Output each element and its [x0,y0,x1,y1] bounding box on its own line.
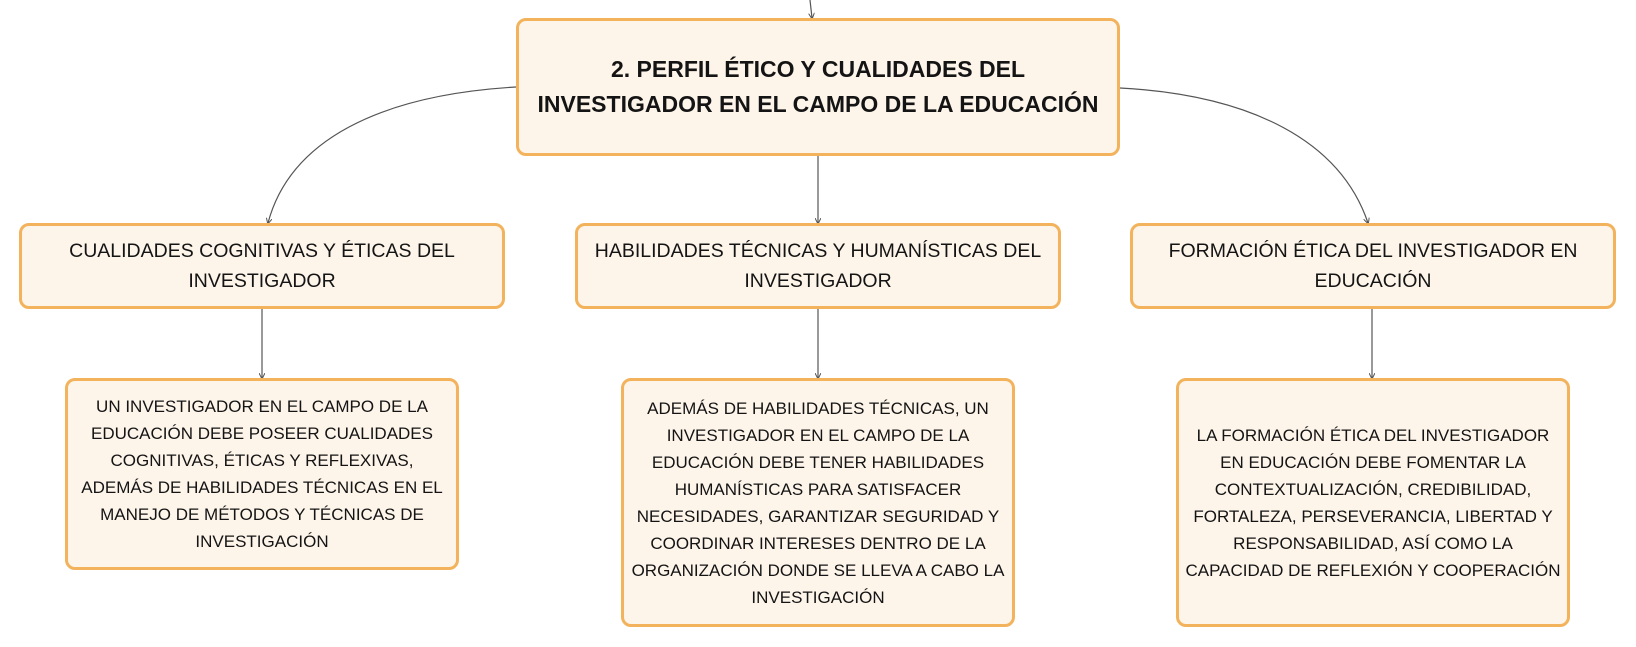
branch-title: CUALIDADES COGNITIVAS Y ÉTICAS DEL INVESTIGADOR [69,240,455,292]
branch-node-technical-humanistic[interactable] [575,223,1061,309]
connector-root-right [1120,88,1368,223]
detail-text: LA FORMACIÓN ÉTICA DEL INVESTIGADOR EN EDUCACIÓN DEBE FOMENTAR LA CONTEXTUALIZACIÓN, CREDIBILIDAD, FORTALEZA, PERSEVERANCIA, LIBERTAD Y RESPONSABILIDAD, ASÍ COMO LA CAPACIDAD DE REFLEXIÓN Y COOPERACIÓN [1185,425,1561,580]
detail-text: UN INVESTIGADOR EN EL CAMPO DE LA EDUCACIÓN DEBE POSEER CUALIDADES COGNITIVAS, ÉTICAS Y REFLEXIVAS, ADEMÁS DE HABILIDADES TÉCNICAS EN EL MANEJO DE MÉTODOS Y TÉCNICAS DE INVESTIGACIÓN [81,397,443,551]
detail-node-cognitive-ethical[interactable] [65,378,459,570]
branch-node-ethical-training[interactable] [1130,223,1616,309]
branch-node-cognitive-ethical[interactable] [19,223,505,309]
root-title: 2. PERFIL ÉTICO Y CUALIDADES DEL INVESTIGADOR EN EL CAMPO DE LA EDUCACIÓN [537,56,1099,117]
connector-root-left [268,87,516,223]
branch-title: HABILIDADES TÉCNICAS Y HUMANÍSTICAS DEL INVESTIGADOR [594,240,1042,292]
detail-text: ADEMÁS DE HABILIDADES TÉCNICAS, UN INVESTIGADOR EN EL CAMPO DE LA EDUCACIÓN DEBE TENER HABILIDADES HUMANÍSTICAS PARA SATISFACER NECESIDADES, GARANTIZAR SEGURIDAD Y COORDINAR INTERESES DENTRO DE LA ORGANIZACIÓN DONDE SE LLEVA A CABO LA INVESTIGACIÓN [631,398,1005,607]
root-node[interactable] [516,18,1120,156]
branch-title: FORMACIÓN ÉTICA DEL INVESTIGADOR EN EDUCACIÓN [1168,240,1578,292]
connector-parent-root [810,0,812,18]
detail-node-ethical-training[interactable] [1176,378,1570,627]
detail-node-technical-humanistic[interactable] [621,378,1015,627]
